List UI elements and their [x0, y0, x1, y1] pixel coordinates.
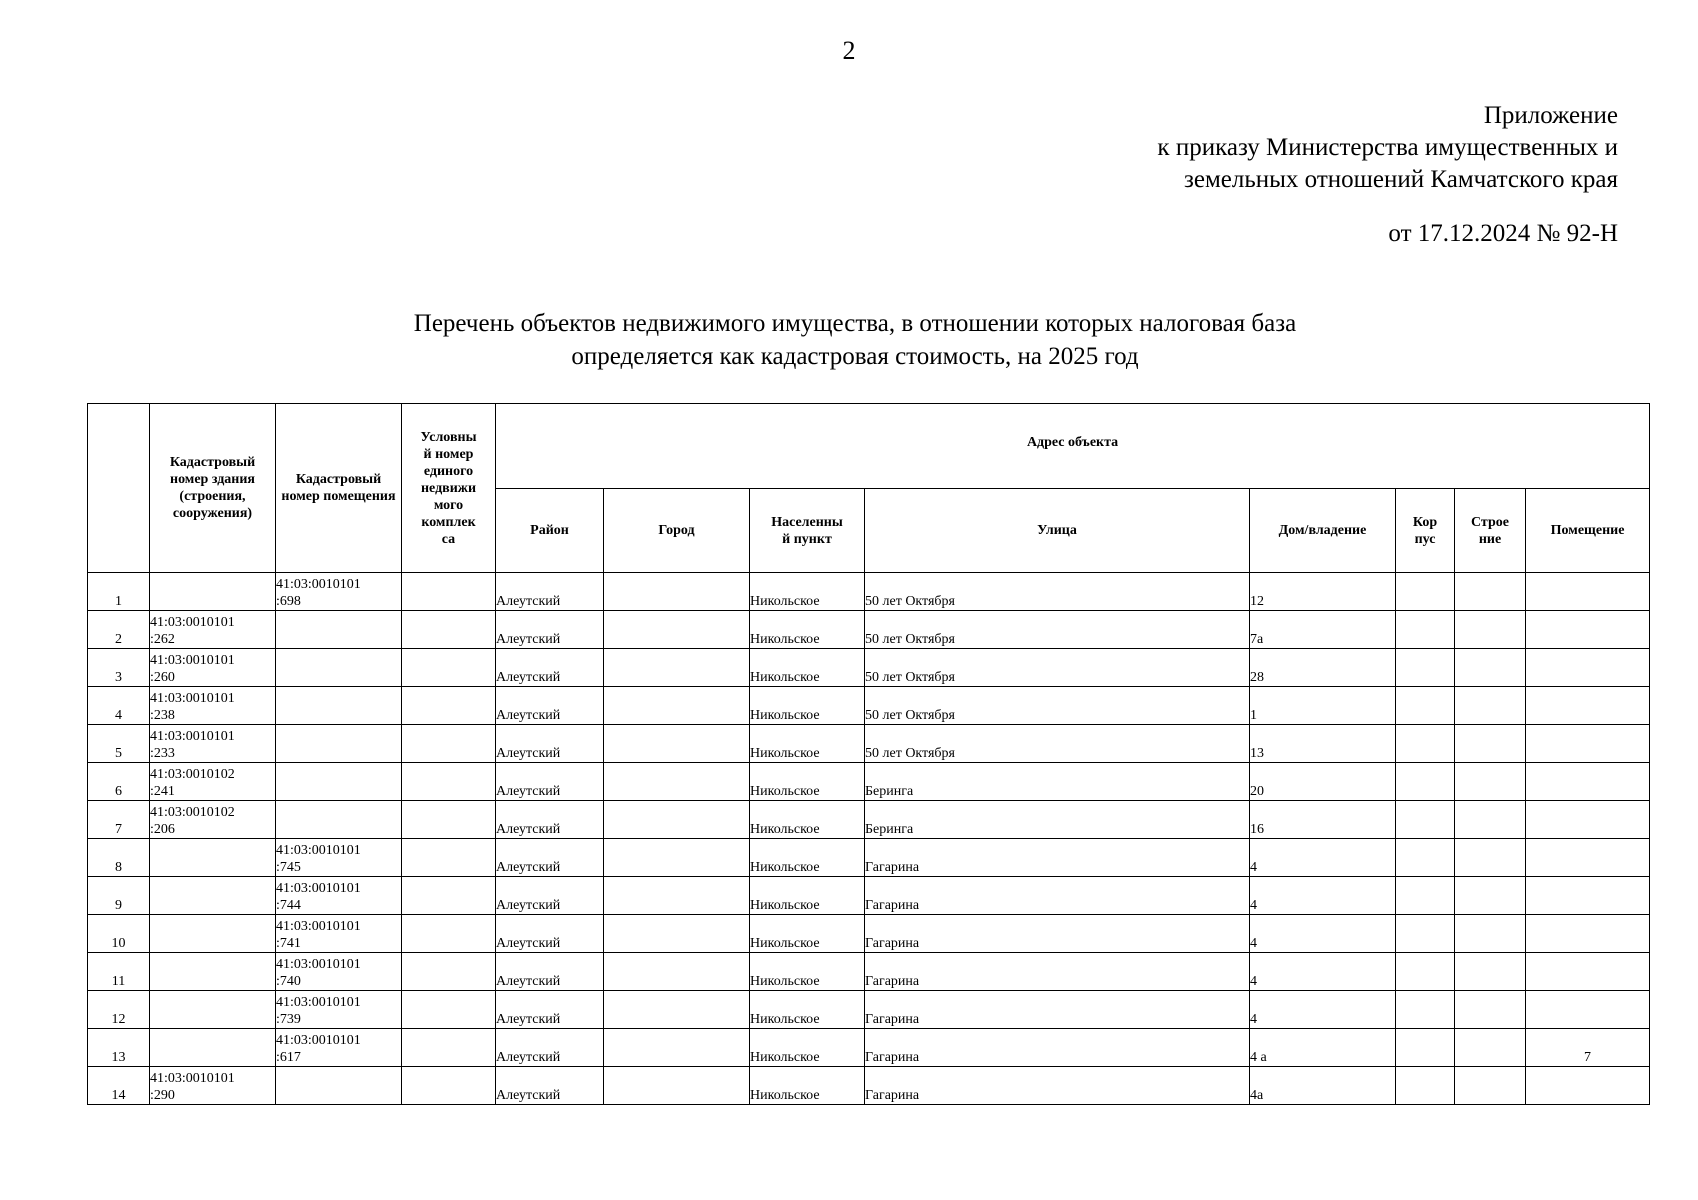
cell-building	[1455, 725, 1526, 763]
cell-city	[604, 1067, 750, 1105]
cell-street: Беринга	[865, 763, 1250, 801]
cell-korpus	[1396, 877, 1455, 915]
cell-house: 4 а	[1250, 1029, 1396, 1067]
cell-korpus	[1396, 573, 1455, 611]
cell-building	[1455, 1067, 1526, 1105]
cell-district: Алеутский	[496, 877, 604, 915]
table-row	[88, 649, 1650, 687]
cell-room	[1526, 991, 1650, 1029]
cell-premise-cadastral-number: 41:03:0010101 :739	[276, 991, 402, 1029]
cell-building-cadastral-number	[150, 915, 276, 953]
cell-house: 28	[1250, 649, 1396, 687]
cell-korpus	[1396, 1029, 1455, 1067]
cell-complex-number	[402, 839, 496, 877]
cell-city	[604, 1029, 750, 1067]
appendix-line-1: Приложение	[1483, 102, 1618, 129]
cell-district: Алеутский	[496, 725, 604, 763]
cell-room	[1526, 839, 1650, 877]
cell-district: Алеутский	[496, 953, 604, 991]
cell-korpus	[1396, 953, 1455, 991]
cell-district: Алеутский	[496, 839, 604, 877]
cell-row-number: 8	[88, 839, 150, 877]
cell-street: 50 лет Октября	[865, 649, 1250, 687]
cell-premise-cadastral-number: 41:03:0010101 :740	[276, 953, 402, 991]
cell-street: 50 лет Октября	[865, 725, 1250, 763]
cell-city	[604, 763, 750, 801]
order-date-number: от 17.12.2024 № 92-Н	[1388, 220, 1618, 247]
header-building-cadastral-number: Кадастровый номер здания (строения, сооружения)	[150, 404, 276, 573]
header-street: Улица	[865, 489, 1250, 573]
cell-city	[604, 649, 750, 687]
cell-room	[1526, 953, 1650, 991]
cell-street: Гагарина	[865, 1029, 1250, 1067]
cell-house: 4	[1250, 953, 1396, 991]
header-city: Город	[604, 489, 750, 573]
cell-building	[1455, 573, 1526, 611]
cell-building-cadastral-number	[150, 839, 276, 877]
cell-complex-number	[402, 687, 496, 725]
cell-premise-cadastral-number: 41:03:0010101 :698	[276, 573, 402, 611]
header-room: Помещение	[1526, 489, 1650, 573]
cell-building-cadastral-number: 41:03:0010101 :238	[150, 687, 276, 725]
cell-house: 4а	[1250, 1067, 1396, 1105]
cell-house: 7а	[1250, 611, 1396, 649]
cell-room	[1526, 1067, 1650, 1105]
cell-complex-number	[402, 991, 496, 1029]
cell-premise-cadastral-number	[276, 1067, 402, 1105]
table-row	[88, 763, 1650, 801]
cell-korpus	[1396, 991, 1455, 1029]
cell-room	[1526, 649, 1650, 687]
cell-complex-number	[402, 915, 496, 953]
cell-building-cadastral-number: 41:03:0010101 :290	[150, 1067, 276, 1105]
cell-district: Алеутский	[496, 649, 604, 687]
header-korpus: Кор пус	[1396, 489, 1455, 573]
cell-settlement: Никольское	[750, 801, 865, 839]
cell-building-cadastral-number	[150, 953, 276, 991]
cell-settlement: Никольское	[750, 649, 865, 687]
cell-complex-number	[402, 649, 496, 687]
cell-room	[1526, 687, 1650, 725]
cell-row-number: 12	[88, 991, 150, 1029]
cell-building-cadastral-number	[150, 573, 276, 611]
cell-korpus	[1396, 611, 1455, 649]
cell-building	[1455, 839, 1526, 877]
table-row	[88, 725, 1650, 763]
cell-building	[1455, 991, 1526, 1029]
cell-room	[1526, 801, 1650, 839]
cell-district: Алеутский	[496, 687, 604, 725]
cell-house: 16	[1250, 801, 1396, 839]
cell-district: Алеутский	[496, 801, 604, 839]
cell-korpus	[1396, 649, 1455, 687]
cell-building-cadastral-number: 41:03:0010101 :262	[150, 611, 276, 649]
cell-settlement: Никольское	[750, 953, 865, 991]
document-title	[80, 307, 1630, 373]
cell-city	[604, 801, 750, 839]
cell-korpus	[1396, 763, 1455, 801]
page-number: 2	[842, 36, 856, 65]
cell-row-number: 4	[88, 687, 150, 725]
cell-room	[1526, 725, 1650, 763]
cell-city	[604, 915, 750, 953]
cell-street: Гагарина	[865, 915, 1250, 953]
cell-house: 12	[1250, 573, 1396, 611]
cell-row-number: 7	[88, 801, 150, 839]
cell-city	[604, 953, 750, 991]
cell-complex-number	[402, 953, 496, 991]
appendix-line-2: к приказу Министерства имущественных и	[1157, 134, 1618, 161]
cell-city	[604, 611, 750, 649]
cell-street: Гагарина	[865, 991, 1250, 1029]
table-row	[88, 915, 1650, 953]
table-row	[88, 801, 1650, 839]
header-building: Строе ние	[1455, 489, 1526, 573]
cell-district: Алеутский	[496, 573, 604, 611]
cell-room	[1526, 611, 1650, 649]
header-district: Район	[496, 489, 604, 573]
cell-premise-cadastral-number	[276, 801, 402, 839]
registry-table-body	[88, 573, 1650, 1105]
header-house: Дом/владение	[1250, 489, 1396, 573]
cell-building	[1455, 687, 1526, 725]
cell-city	[604, 839, 750, 877]
cell-korpus	[1396, 915, 1455, 953]
cell-row-number: 3	[88, 649, 150, 687]
document-title-line-2: определяется как кадастровая стоимость, на 2025 год	[571, 343, 1139, 370]
cell-premise-cadastral-number	[276, 687, 402, 725]
table-row	[88, 611, 1650, 649]
cell-settlement: Никольское	[750, 839, 865, 877]
table-row	[88, 877, 1650, 915]
cell-building-cadastral-number	[150, 877, 276, 915]
cell-complex-number	[402, 573, 496, 611]
cell-house: 1	[1250, 687, 1396, 725]
cell-settlement: Никольское	[750, 763, 865, 801]
cell-korpus	[1396, 725, 1455, 763]
cell-city	[604, 725, 750, 763]
cell-street: Гагарина	[865, 839, 1250, 877]
header-complex-number: Условны й номер единого недвижи мого комплек са	[402, 404, 496, 573]
cell-street: Гагарина	[865, 953, 1250, 991]
cell-complex-number	[402, 801, 496, 839]
cell-premise-cadastral-number: 41:03:0010101 :744	[276, 877, 402, 915]
cell-district: Алеутский	[496, 991, 604, 1029]
cell-building-cadastral-number: 41:03:0010102 :241	[150, 763, 276, 801]
cell-building	[1455, 1029, 1526, 1067]
cell-street: Гагарина	[865, 877, 1250, 915]
cell-street: Гагарина	[865, 1067, 1250, 1105]
cell-premise-cadastral-number	[276, 611, 402, 649]
cell-building-cadastral-number	[150, 991, 276, 1029]
cell-complex-number	[402, 1029, 496, 1067]
header-settlement: Населенны й пункт	[750, 489, 865, 573]
cell-building-cadastral-number: 41:03:0010101 :260	[150, 649, 276, 687]
cell-korpus	[1396, 839, 1455, 877]
cell-premise-cadastral-number: 41:03:0010101 :741	[276, 915, 402, 953]
cell-building-cadastral-number: 41:03:0010102 :206	[150, 801, 276, 839]
cell-district: Алеутский	[496, 1029, 604, 1067]
table-row	[88, 687, 1650, 725]
cell-city	[604, 877, 750, 915]
cell-row-number: 1	[88, 573, 150, 611]
table-row	[88, 953, 1650, 991]
cell-room	[1526, 877, 1650, 915]
cell-house: 4	[1250, 991, 1396, 1029]
appendix-block	[918, 100, 1618, 250]
cell-street: 50 лет Октября	[865, 611, 1250, 649]
cell-settlement: Никольское	[750, 877, 865, 915]
appendix-line-3: земельных отношений Камчатского края	[1183, 166, 1618, 193]
cell-premise-cadastral-number	[276, 763, 402, 801]
cell-room: 7	[1526, 1029, 1650, 1067]
cell-premise-cadastral-number	[276, 649, 402, 687]
cell-house: 4	[1250, 877, 1396, 915]
cell-building	[1455, 611, 1526, 649]
cell-row-number: 11	[88, 953, 150, 991]
cell-complex-number	[402, 1067, 496, 1105]
cell-row-number: 14	[88, 1067, 150, 1105]
cell-premise-cadastral-number: 41:03:0010101 :617	[276, 1029, 402, 1067]
cell-building	[1455, 915, 1526, 953]
cell-settlement: Никольское	[750, 611, 865, 649]
cell-premise-cadastral-number	[276, 725, 402, 763]
cell-building	[1455, 877, 1526, 915]
cell-house: 13	[1250, 725, 1396, 763]
cell-row-number: 10	[88, 915, 150, 953]
cell-building	[1455, 763, 1526, 801]
header-premise-cadastral-number: Кадастровый номер помещения	[276, 404, 402, 573]
cell-complex-number	[402, 611, 496, 649]
cell-room	[1526, 763, 1650, 801]
cell-settlement: Никольское	[750, 1067, 865, 1105]
table-row	[88, 839, 1650, 877]
table-row	[88, 573, 1650, 611]
table-row	[88, 991, 1650, 1029]
cell-building-cadastral-number	[150, 1029, 276, 1067]
cell-building	[1455, 649, 1526, 687]
cell-settlement: Никольское	[750, 725, 865, 763]
document-title-line-1: Перечень объектов недвижимого имущества, в отношении которых налоговая база	[413, 310, 1297, 337]
table-row	[88, 1067, 1650, 1105]
cell-street: 50 лет Октября	[865, 573, 1250, 611]
cell-row-number: 5	[88, 725, 150, 763]
cell-settlement: Никольское	[750, 687, 865, 725]
cell-building	[1455, 953, 1526, 991]
cell-settlement: Никольское	[750, 915, 865, 953]
cell-building-cadastral-number: 41:03:0010101 :233	[150, 725, 276, 763]
cell-city	[604, 991, 750, 1029]
cell-settlement: Никольское	[750, 1029, 865, 1067]
header-row-number	[88, 404, 150, 573]
cell-house: 20	[1250, 763, 1396, 801]
header-object-address: Адрес объекта	[496, 404, 1650, 489]
cell-settlement: Никольское	[750, 991, 865, 1029]
cell-house: 4	[1250, 839, 1396, 877]
cell-room	[1526, 915, 1650, 953]
cell-korpus	[1396, 801, 1455, 839]
cell-street: 50 лет Октября	[865, 687, 1250, 725]
cell-row-number: 13	[88, 1029, 150, 1067]
property-registry-table	[87, 403, 1650, 1105]
cell-row-number: 9	[88, 877, 150, 915]
cell-complex-number	[402, 877, 496, 915]
cell-row-number: 6	[88, 763, 150, 801]
cell-building	[1455, 801, 1526, 839]
cell-city	[604, 573, 750, 611]
cell-complex-number	[402, 725, 496, 763]
cell-complex-number	[402, 763, 496, 801]
cell-premise-cadastral-number: 41:03:0010101 :745	[276, 839, 402, 877]
table-row	[88, 1029, 1650, 1067]
cell-settlement: Никольское	[750, 573, 865, 611]
cell-room	[1526, 573, 1650, 611]
cell-house: 4	[1250, 915, 1396, 953]
cell-row-number: 2	[88, 611, 150, 649]
cell-korpus	[1396, 1067, 1455, 1105]
cell-district: Алеутский	[496, 915, 604, 953]
cell-korpus	[1396, 687, 1455, 725]
cell-district: Алеутский	[496, 1067, 604, 1105]
cell-district: Алеутский	[496, 763, 604, 801]
cell-street: Беринга	[865, 801, 1250, 839]
cell-district: Алеутский	[496, 611, 604, 649]
cell-city	[604, 687, 750, 725]
